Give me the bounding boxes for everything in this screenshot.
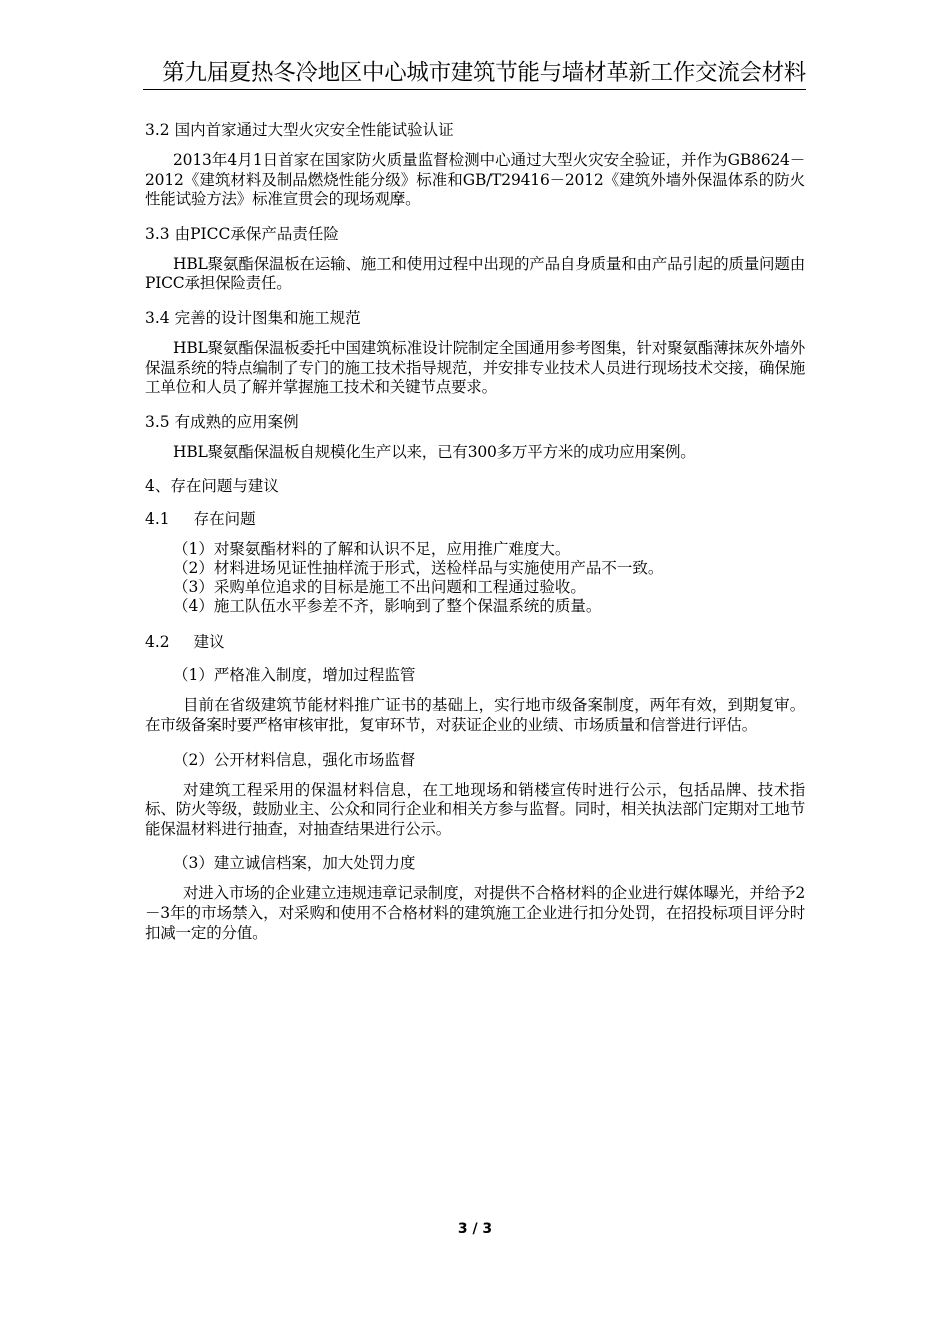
suggestion-2-heading: （2）公开材料信息，强化市场监督 [173, 750, 416, 769]
issues-list [145, 540, 805, 616]
section-4-2-heading [145, 630, 805, 654]
list-item: （3）采购单位追求的目标是施工不出问题和工程通过验收。 [173, 578, 586, 597]
suggestion-1-paragraph: 目前在省级建筑节能材料推广证书的基础上，实行地市级备案制度，两年有效，到期复审。在市级备案时要严格审核审批，复审环节，对获证企业的业绩、市场质量和信誉进行评估。 [145, 696, 805, 734]
suggestion-2-paragraph: 对建筑工程采用的保温材料信息，在工地现场和销楼宣传时进行公示，包括品牌、技术指标、防火等级，鼓励业主、公众和同行企业和相关方参与监督。同时，相关执法部门定期对工地节能保温材料进行抽查，对抽查结果进行公示。 [145, 780, 805, 838]
document-body [145, 118, 805, 955]
suggestion-1-heading: （1）严格准入制度，增加过程监管 [173, 666, 416, 685]
section-4-heading: 4、存在问题与建议 [145, 477, 279, 496]
list-item: （2）材料进场见证性抽样流于形式，送检样品与实施使用产品不一致。 [173, 559, 664, 578]
section-3-5-paragraph: HBL聚氨酯保温板自规模化生产以来，已有300多万平方米的成功应用案例。 [173, 442, 696, 461]
page-header-title: 第九届夏热冬冷地区中心城市建筑节能与墙材革新工作交流会材料 [162, 60, 806, 86]
section-4-2-title: 建议 [193, 633, 225, 652]
list-item: （4）施工队伍水平参差不齐，影响到了整个保温系统的质量。 [173, 597, 602, 616]
section-3-2-paragraph: 2013年4月1日首家在国家防火质量监督检测中心通过大型火灾安全验证，并作为GB8624－2012《建筑材料及制品燃烧性能分级》标准和GB/T29416－2012《建筑外墙外保温体系的防火性能试验方法》标准宣贯会的现场观摩。 [145, 151, 805, 209]
section-3-5-heading: 3.5 有成熟的应用案例 [145, 412, 299, 431]
section-3-4-paragraph: HBL聚氨酯保温板委托中国建筑标准设计院制定全国通用参考图集，针对聚氨酯薄抹灰外墙外保温系统的特点编制了专门的施工技术指导规范，并安排专业技术人员进行现场技术交接，确保施工单位和人员了解并掌握施工技术和关键节点要求。 [145, 338, 805, 397]
section-3-2-heading: 3.2 国内首家通过大型火灾安全性能试验认证 [145, 121, 454, 139]
list-item: （1）对聚氨酯材料的了解和认识不足，应用推广难度大。 [173, 540, 571, 559]
section-3-3-heading: 3.3 由PICC承保产品责任险 [145, 224, 339, 243]
section-4-1-heading [145, 507, 805, 531]
section-4-1-number: 4.1 [145, 510, 170, 529]
header-divider [143, 89, 806, 90]
page-number: 3 / 3 [457, 1221, 493, 1237]
section-4-1-title: 存在问题 [193, 510, 256, 529]
section-3-3-paragraph: HBL聚氨酯保温板在运输、施工和使用过程中出现的产品自身质量和由产品引起的质量问题由PICC承担保险责任。 [145, 254, 805, 293]
suggestion-3-paragraph: 对进入市场的企业建立违规违章记录制度，对提供不合格材料的企业进行媒体曝光，并给予2－3年的市场禁入，对采购和使用不合格材料的建筑施工企业进行扣分处罚，在招投标项目评分时扣减一定的分值。 [145, 884, 805, 942]
section-3-4-heading: 3.4 完善的设计图集和施工规范 [145, 308, 361, 327]
section-4-2-number: 4.2 [145, 633, 170, 652]
suggestion-3-heading: （3）建立诚信档案，加大处罚力度 [173, 854, 416, 873]
